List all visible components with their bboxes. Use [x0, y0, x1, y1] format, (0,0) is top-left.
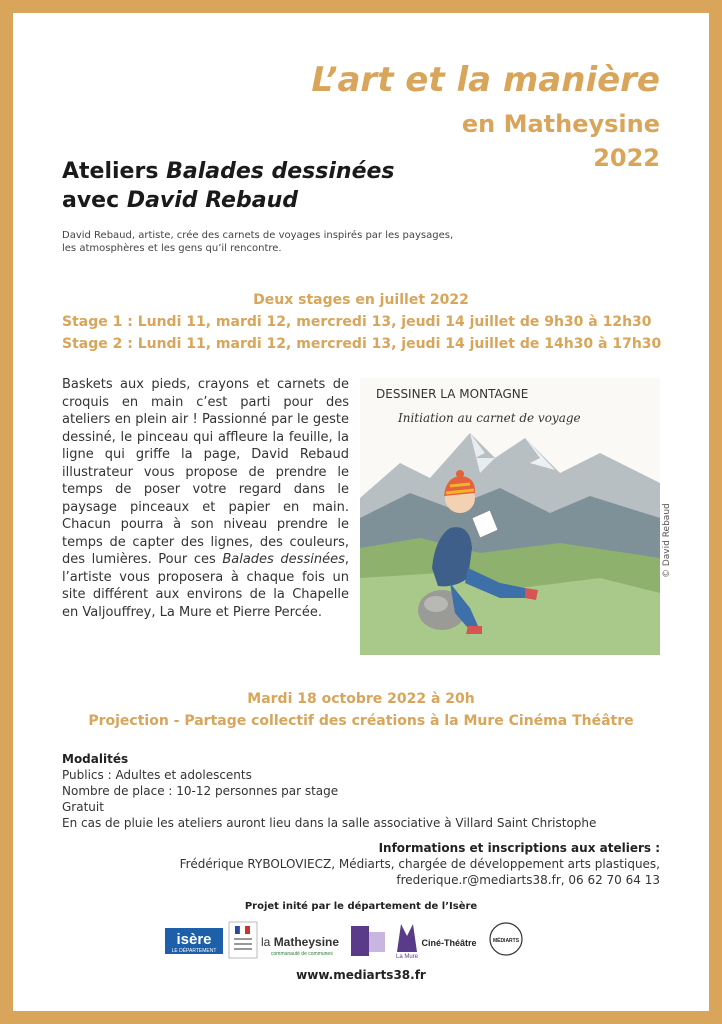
illustration: [360, 378, 660, 655]
atelier-heading: Ateliers Balades dessinées avec David Rebaud: [62, 159, 395, 213]
partner-logos: [165, 916, 560, 962]
republique-logo: [229, 922, 257, 958]
event-year: 2022: [593, 144, 660, 172]
isere-logo: [165, 928, 223, 954]
illustration-title: DESSINER LA MONTAGNE: [376, 387, 529, 401]
stage-1: Stage 1 : Lundi 11, mardi 12, mercredi 13, jeudi 14 juillet de 9h30 à 12h30: [62, 314, 652, 330]
mountain-illustration: [360, 378, 660, 655]
projection-date: Mardi 18 octobre 2022 à 20h: [247, 691, 475, 707]
artist-intro: David Rebaud, artiste, crée des carnets de voyages inspirés par les paysages, les atmosphères et les gens qu’il rencontre.: [62, 230, 454, 254]
event-subtitle: en Matheysine: [461, 110, 660, 138]
mediatheque-logo: [351, 926, 385, 956]
lamatheysine-logo: [261, 935, 339, 957]
contact-info: Informations et inscriptions aux ateliers : Frédérique RYBOLOVIECZ, Médiarts, chargée de développement arts plastiques, frederique.r@mediarts38.fr, 06 62 70 64 13: [179, 841, 660, 887]
photo-credit: © David Rebaud: [662, 503, 672, 578]
svg-text:LE DÉPARTEMENT: LE DÉPARTEMENT: [171, 948, 217, 954]
illustration-subtitle: Initiation au carnet de voyage: [398, 411, 581, 425]
event-title: L’art et la manière: [311, 60, 660, 100]
projection-title: Projection - Partage collectif des créations à la Mure Cinéma Théâtre: [88, 713, 634, 729]
svg-text:MÉDIARTS: MÉDIARTS: [492, 938, 520, 944]
svg-text:isère: isère: [176, 931, 212, 948]
stage-2: Stage 2 : Lundi 11, mardi 12, mercredi 13, jeudi 14 juillet de 14h30 à 17h30: [62, 336, 662, 352]
contact-email-phone[interactable]: frederique.r@mediarts38.fr, 06 62 70 64 13: [396, 873, 660, 887]
svg-text:communauté de communes: communauté de communes: [271, 951, 333, 957]
mediarts-logo: [490, 923, 522, 955]
lamure-logo: [396, 924, 419, 960]
stages-heading: Deux stages en juillet 2022: [253, 292, 469, 308]
projet-credit: Projet inité par le département de l’Isère: [244, 901, 478, 912]
svg-text:la Matheysine: la Matheysine: [261, 935, 340, 949]
cine-theatre-logo: [421, 938, 476, 948]
website-link[interactable]: www.mediarts38.fr: [296, 968, 426, 982]
modalites: Modalités Publics : Adultes et adolescents Nombre de place : 10-12 personnes par stage Gratuit En cas de pluie les ateliers auront lieu dans la salle associative à Villard Saint Christophe: [62, 752, 597, 830]
description-text: Baskets aux pieds, crayons et carnets de croquis en main c’est parti pour des ateliers en plein air ! Passionné par le geste dessiné, le pinceau qui affleure la feuille, la ligne qui griffe la page, David Rebaud illustrateur vous propose de prendre le temps de poser votre regard dans le paysage pinceaux et papier en main. Chacun pourra à son niveau prendre le temps de capter des lignes, des couleurs, des lumières. Pour ces Balades dessinées, l’artiste vous proposera à chaque fois un site différent aux environs de la Chapelle en Valjouffrey, La Mure et Pierre Percée.: [62, 377, 349, 620]
svg-text:La Mure: La Mure: [395, 954, 419, 960]
svg-text:Ciné-Théâtre: Ciné-Théâtre: [421, 938, 477, 948]
